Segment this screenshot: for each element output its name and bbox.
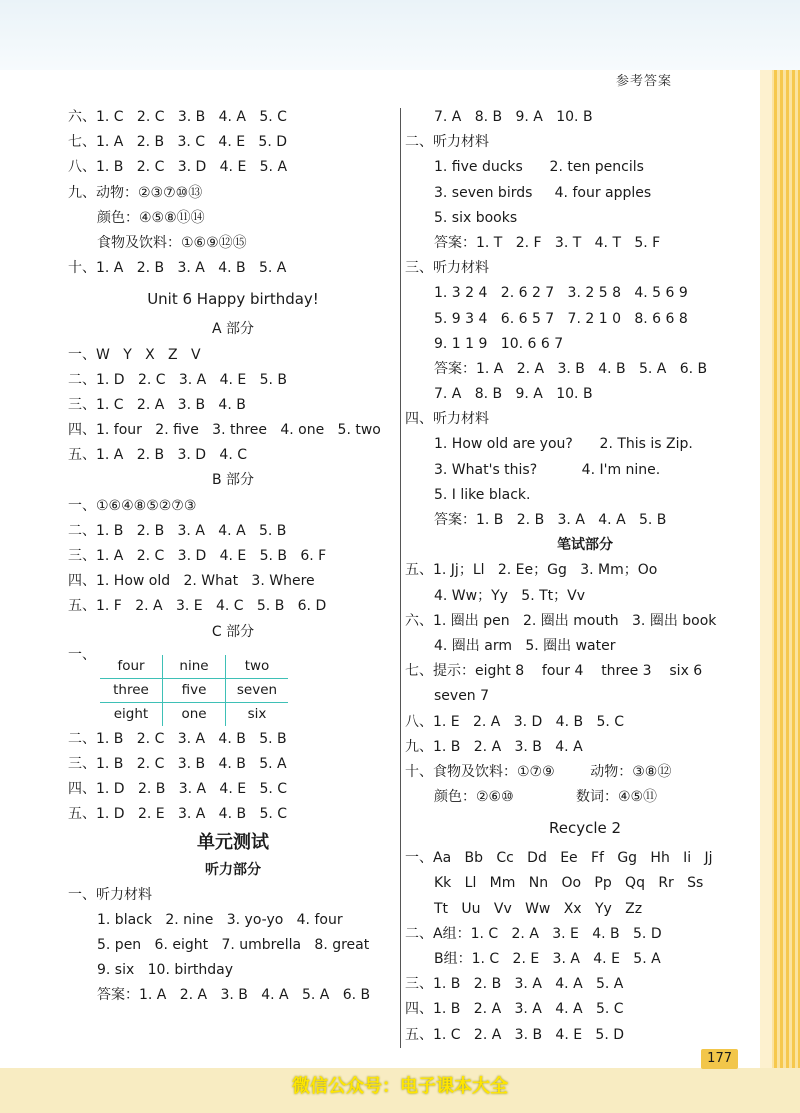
word-table [98, 653, 290, 728]
answer-line: 答案：1. T 2. F 3. T 4. T 5. F [434, 234, 661, 251]
answer-line: 四、听力材料 [405, 411, 489, 428]
recycle-title: Recycle 2 [548, 819, 622, 838]
answer-line: 六、1. C 2. C 3. B 4. A 5. C [68, 109, 287, 125]
answer-line: 答案：1. A 2. A 3. B 4. A 5. A 6. B [97, 987, 371, 1004]
answer-line: 三、1. A 2. C 3. D 4. E 5. B 6. F [68, 548, 327, 564]
page-number: 177 [701, 1049, 738, 1069]
word-cell: one [163, 702, 226, 727]
answer-line: 五、1. A 2. B 3. D 4. C [68, 447, 248, 464]
answer-line: 二、1. D 2. C 3. A 4. E 5. B [68, 371, 288, 388]
answer-line: 7. A 8. B 9. A 10. B [434, 386, 593, 403]
answer-line: 1. five ducks 2. ten pencils [434, 159, 644, 176]
answer-line: 三、1. C 2. A 3. B 4. B [68, 396, 246, 413]
word-cell: nine [163, 654, 226, 679]
answer-line: 四、1. D 2. B 3. A 4. E 5. C [68, 781, 288, 798]
answer-line: 一、听力材料 [68, 886, 152, 903]
answer-line: 二、1. B 2. B 3. A 4. A 5. B [68, 522, 287, 539]
word-cell: two [226, 654, 290, 679]
answer-line: 5. I like black. [434, 486, 531, 503]
answer-line: 食物及饮料：①⑥⑨⑫⑮ [97, 234, 247, 251]
header-label: 参考答案 [615, 74, 672, 89]
answer-line: 十、1. A 2. B 3. A 4. B 5. A [68, 260, 287, 277]
answer-line: 3. seven birds 4. four apples [434, 184, 652, 201]
answer-line: 5. 9 3 4 6. 6 5 7 7. 2 1 0 8. 6 6 8 [434, 310, 688, 327]
section-title: 笔试部分 [557, 537, 613, 554]
answer-line: 一、①⑥④⑧⑤②⑦③ [68, 497, 197, 514]
answer-line: 五、1. C 2. A 3. B 4. E 5. D [405, 1026, 625, 1043]
answer-line: 4. 圈出 arm 5. 圈出 water [434, 637, 616, 654]
answer-line: 十、食物及饮料：①⑦⑨ 动物：③⑧⑫ [405, 763, 672, 780]
answer-line: 九、动物：②③⑦⑩⑬ [68, 184, 203, 201]
answer-line: 颜色：④⑤⑧⑪⑭ [97, 209, 205, 226]
answer-line: 四、1. B 2. A 3. A 4. A 5. C [405, 1001, 624, 1018]
answer-line: 五、1. F 2. A 3. E 4. C 5. B 6. D [68, 598, 327, 615]
left-column [68, 105, 398, 1009]
answer-line: B组：1. C 2. E 3. A 4. E 5. A [434, 951, 661, 967]
answer-line: 1. 3 2 4 2. 6 2 7 3. 2 5 8 4. 5 6 9 [434, 285, 688, 302]
column-divider [400, 108, 401, 1048]
right-column [405, 105, 765, 1048]
answer-line: 六、1. 圈出 pen 2. 圈出 mouth 3. 圈出 book [405, 612, 717, 629]
answer-line: 4. Ww；Yy 5. Tt；Vv [434, 587, 585, 604]
word-cell: four [99, 654, 163, 679]
answer-line: 三、听力材料 [405, 260, 489, 277]
answer-line: 二、1. B 2. C 3. A 4. B 5. B [68, 730, 287, 747]
answer-line: 二、听力材料 [405, 134, 489, 151]
section-title: A 部分 [211, 321, 255, 338]
word-cell: three [99, 678, 163, 702]
answer-line: 9. 1 1 9 10. 6 6 7 [434, 335, 564, 352]
answer-line: Kk Ll Mm Nn Oo Pp Qq Rr Ss [434, 875, 704, 892]
answer-line: 四、1. four 2. five 3. three 4. one 5. two [68, 422, 381, 439]
answer-line: 1. black 2. nine 3. yo-yo 4. four [97, 911, 343, 928]
answer-line: 二、A组：1. C 2. A 3. E 4. B 5. D [405, 925, 662, 942]
footer-watermark: 微信公众号：电子课本大全 [292, 1076, 508, 1097]
answer-line: 三、1. B 2. B 3. A 4. A 5. A [405, 976, 624, 993]
unit-test-title: 单元测试 [197, 831, 269, 853]
answer-line: 五、1. D 2. E 3. A 4. B 5. C [68, 806, 288, 823]
answer-line: 一、W Y X Z V [68, 346, 201, 363]
answer-line: 九、1. B 2. A 3. B 4. A [405, 738, 583, 755]
answer-line: 5. six books [434, 209, 518, 226]
section-title: C 部分 [211, 623, 255, 640]
answer-line: 八、1. B 2. C 3. D 4. E 5. A [68, 159, 288, 176]
word-cell: six [226, 702, 290, 727]
unit-title: Unit 6 Happy birthday! [147, 290, 319, 309]
word-cell: five [163, 678, 226, 702]
answer-line: 答案：1. B 2. B 3. A 4. A 5. B [434, 512, 667, 528]
answer-line: 颜色：②⑥⑩ 数词：④⑤⑪ [434, 789, 658, 806]
answer-line: 5. pen 6. eight 7. umbrella 8. great [97, 937, 370, 954]
answer-line: seven 7 [434, 688, 490, 705]
answer-line: 七、1. A 2. B 3. C 4. E 5. D [68, 134, 288, 151]
answer-line: 1. How old are you? 2. This is Zip. [434, 436, 693, 453]
word-cell: seven [226, 678, 290, 702]
section-title: B 部分 [211, 472, 255, 489]
answer-line: 答案：1. A 2. A 3. B 4. B 5. A 6. B [434, 360, 708, 377]
answer-line: 一、Aa Bb Cc Dd Ee Ff Gg Hh Ii Jj [405, 850, 713, 867]
question-number: 一、 [68, 646, 96, 663]
word-table-block [68, 645, 398, 727]
answer-line: 3. What's this? 4. I'm nine. [434, 461, 661, 478]
answer-line: 八、1. E 2. A 3. D 4. B 5. C [405, 713, 625, 730]
answer-line: Tt Uu Vv Ww Xx Yy Zz [434, 900, 643, 917]
answer-line: 五、1. Jj；Ll 2. Ee；Gg 3. Mm；Oo [405, 562, 658, 579]
answer-line: 七、提示：eight 8 four 4 three 3 six 6 [405, 663, 703, 680]
word-cell: eight [99, 702, 163, 727]
answer-line: 四、1. How old 2. What 3. Where [68, 573, 315, 590]
section-title: 听力部分 [205, 861, 261, 878]
answer-line: 9. six 10. birthday [97, 962, 233, 979]
answer-line: 7. A 8. B 9. A 10. B [434, 109, 593, 125]
answer-line: 三、1. B 2. C 3. B 4. B 5. A [68, 755, 287, 772]
top-band [0, 0, 800, 70]
